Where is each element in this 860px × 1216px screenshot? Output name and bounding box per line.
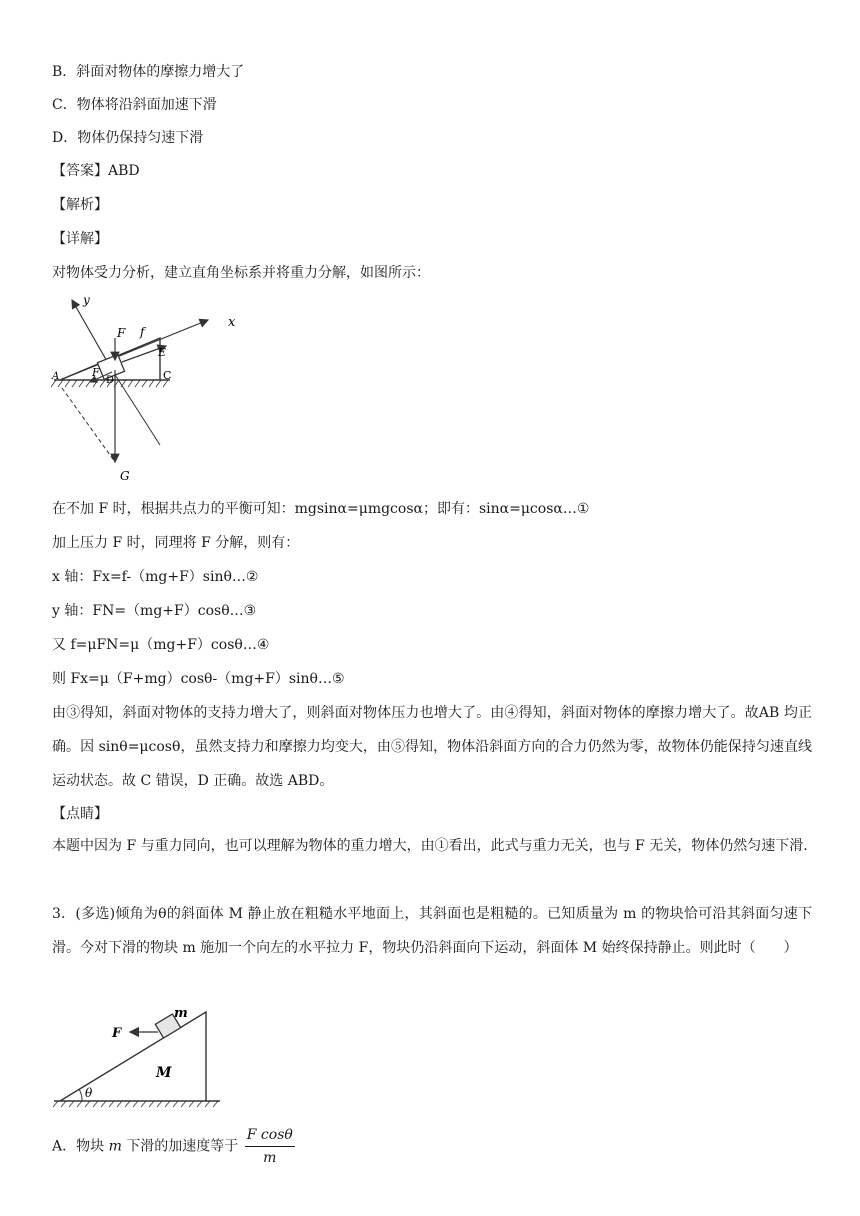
label-g: G (120, 469, 130, 483)
intro-text: 对物体受力分析，建立直角坐标系并将重力分解，如图所示： (52, 265, 430, 281)
option-b: B．斜面对物体的摩擦力增大了 (52, 64, 245, 80)
equation-4: 又 f=μFN=μ（mg+F）cosθ…④ (52, 637, 270, 653)
option-a-m: m (108, 1138, 122, 1155)
comment-paragraph: 本题中因为 F 与重力同向，也可以理解为物体的重力增大，由①看出，此式与重力无关，也与 F 无关，物体仍然匀速下滑. (52, 838, 808, 854)
label-f: f (140, 325, 145, 339)
label-f-top: F (117, 326, 126, 340)
label-f-low: F (92, 366, 100, 379)
label-force-f: F (112, 1026, 122, 1041)
option-a (52, 1124, 295, 1169)
label-mass-m: M (156, 1065, 172, 1081)
decomposition-dash (62, 388, 115, 462)
force-diagram (50, 290, 260, 485)
equation-intro: 加上压力 F 时，同理将 F 分解，则有： (52, 535, 300, 551)
label-y: y (83, 293, 90, 307)
incline-diagram (50, 1000, 230, 1115)
ground-hatch-2 (53, 1101, 218, 1107)
equation-2: x 轴：Fx=f-（mg+F）sinθ…② (52, 569, 259, 585)
label-d: D (106, 375, 115, 386)
equation-3: y 轴：FN=（mg+F）cosθ…③ (52, 603, 257, 619)
option-a-fraction (245, 1124, 295, 1169)
label-e: E (158, 346, 167, 359)
label-a: A (52, 371, 60, 382)
question-3: 3．(多选)倾角为θ的斜面体 M 静止放在粗糙水平地面上，其斜面也是粗糙的。已知质量为 m 的物块恰可沿其斜面匀速下滑。今对下滑的物块 m 施加一个向左的水平拉力 F，物块仍沿斜面向下运动，斜面体 M 始终保持静止。则此时（ ） (52, 906, 812, 956)
explanation-paragraph: 由③得知，斜面对物体的支持力增大了，则斜面对物体压力也增大了。由④得知，斜面对物体的摩擦力增大了。故AB 均正确。因 sinθ=μcosθ，虽然支持力和摩擦力均变大，由⑤得知，物体沿斜面方向的合力仍然为零，故物体仍能保持匀速直线运动状态。故 C 错误，D 正确。故选 ABD。 (52, 705, 812, 789)
label-c: C (163, 369, 172, 382)
analysis-heading: 【解析】 (52, 197, 108, 213)
x-axis (60, 320, 208, 380)
option-c: C．物体将沿斜面加速下滑 (52, 97, 217, 113)
fraction-numerator: F cosθ (245, 1124, 295, 1147)
option-d: D．物体仍保持匀速下滑 (52, 130, 204, 146)
theta-arc (79, 1089, 82, 1101)
incline-2 (60, 1012, 206, 1101)
answer-heading: 【答案】ABD (52, 163, 140, 179)
option-a-mid: 下滑的加速度等于 (126, 1138, 239, 1155)
label-m: m (174, 1006, 188, 1021)
detail-heading: 【详解】 (52, 231, 108, 247)
equation-5: 则 Fx=μ（F+mg）cosθ-（mg+F）sinθ…⑤ (52, 671, 345, 687)
label-theta: θ (85, 1086, 93, 1100)
option-a-prefix: A．物块 (52, 1138, 105, 1155)
label-x: x (228, 315, 236, 330)
equation-1: 在不加 F 时，根据共点力的平衡可知：mgsinα=μmgcosα；即有：sinα=μcosα…① (52, 501, 590, 517)
fraction-denominator: m (263, 1150, 277, 1166)
comment-heading: 【点睛】 (52, 806, 108, 822)
